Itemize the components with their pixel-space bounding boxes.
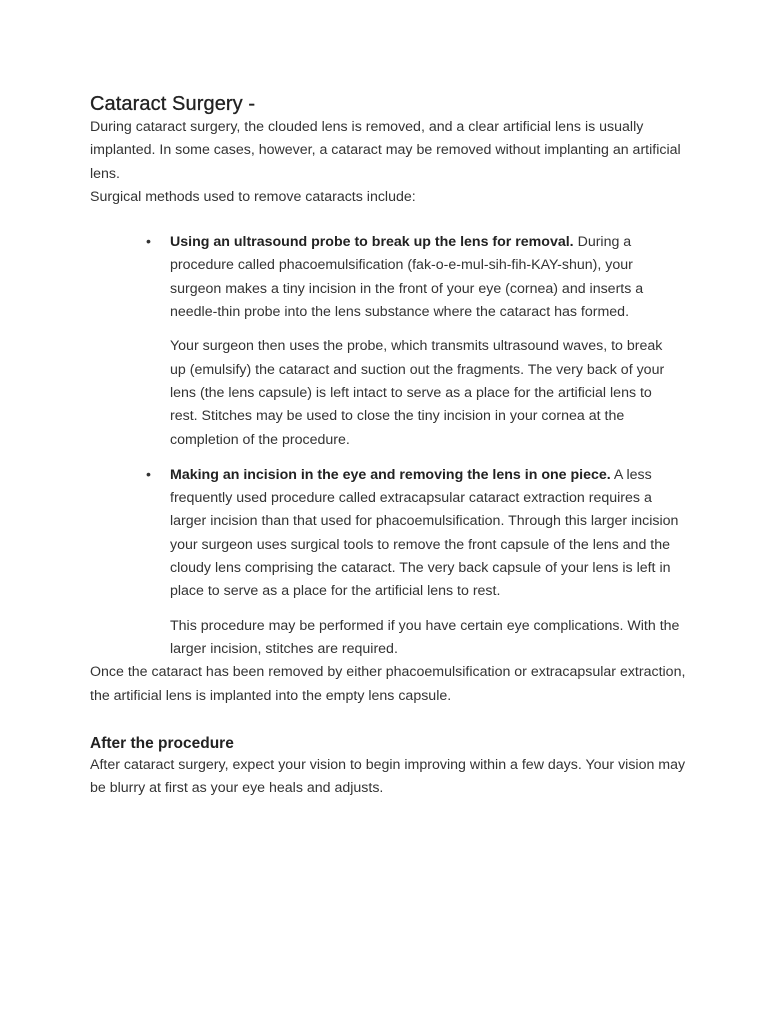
methods-list: [90, 231, 678, 661]
method-lead: Using an ultrasound probe to break up the lens for removal.: [170, 234, 574, 251]
page-title: Cataract Surgery -: [90, 93, 256, 115]
method-lead: Making an incision in the eye and removing the lens in one piece.: [170, 466, 611, 483]
after-procedure-paragraph: After cataract surgery, expect your vision to begin improving within a few days. Your vision may be blurry at first as your eye heals and adjusts.: [90, 756, 686, 797]
method-paragraph: [170, 464, 680, 604]
method-detail: This procedure may be performed if you have certain eye complications. With the larger incision, stitches are required.: [170, 617, 680, 657]
method-item-phacoemulsification: [146, 231, 680, 452]
intro-paragraph: During cataract surgery, the clouded lens is removed, and a clear artificial lens is usually implanted. In some cases, however, a cataract may be removed without implanting an artificial lens.: [90, 119, 681, 182]
method-text: A less frequently used procedure called extracapsular cataract extraction requires a larger incision than that used for phacoemulsification. Through this larger incision your surgeon uses surgical tools to remove the front capsule of the lens and the cloudy lens comprising the cataract. The very back capsule of your lens is left in place to serve as a place for the artificial lens to rest.: [170, 466, 679, 600]
section-heading-after-procedure: After the procedure: [90, 734, 234, 752]
method-detail: Your surgeon then uses the probe, which transmits ultrasound waves, to break up (emulsify) the cataract and suction out the fragments. The very back of your lens (the lens capsule) is left intact to serve as a place for the artificial lens to rest. Stitches may be used to close the tiny incision in your cornea at the completion of the procedure.: [170, 338, 665, 448]
bullet-icon: •: [146, 466, 151, 483]
closing-paragraph: Once the cataract has been removed by either phacoemulsification or extracapsular extraction, the artificial lens is implanted into the empty lens capsule.: [90, 664, 686, 704]
method-item-extracapsular: [146, 464, 680, 661]
methods-intro-paragraph: Surgical methods used to remove cataracts include:: [90, 188, 416, 205]
method-paragraph: [170, 231, 680, 324]
method-text: During a procedure called phacoemulsification (fak-o-e-mul-sih-fih-KAY-shun), your surgeon makes a tiny incision in the front of your eye (cornea) and inserts a needle-thin probe into the lens substance where the cataract has formed.: [170, 234, 644, 321]
bullet-icon: •: [146, 234, 151, 251]
